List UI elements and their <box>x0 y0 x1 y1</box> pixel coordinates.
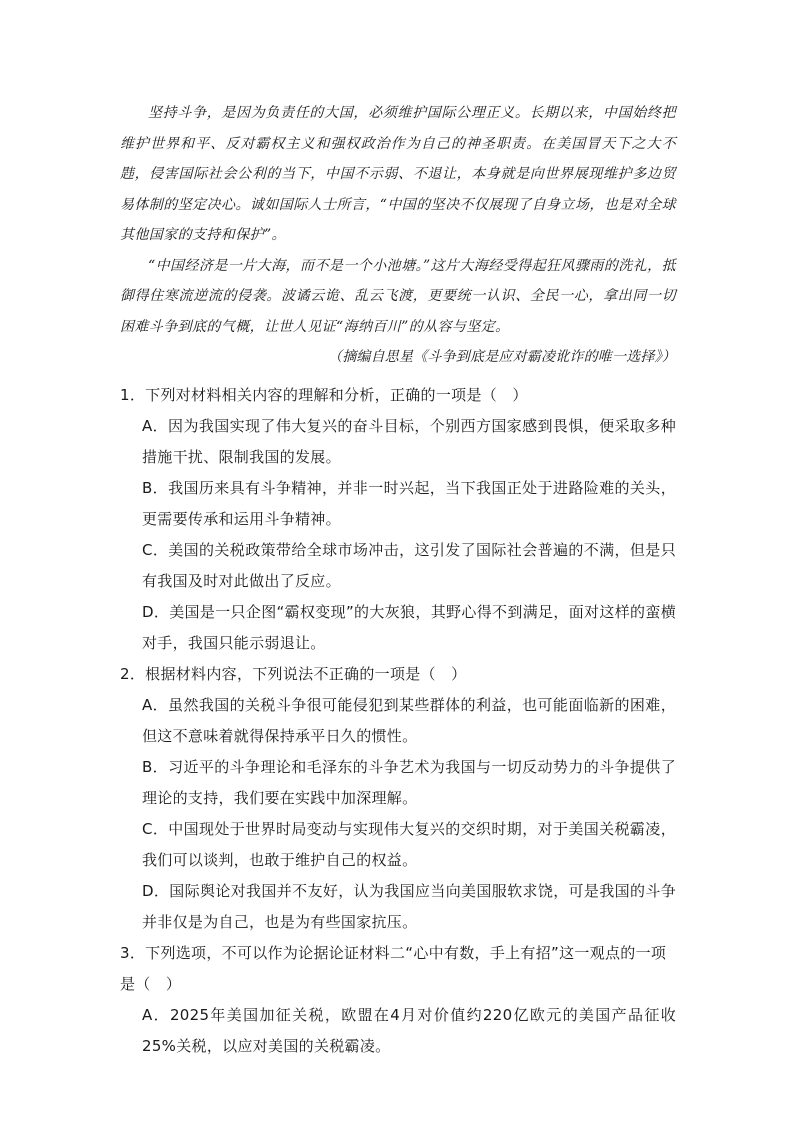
question-stem: 2．根据材料内容，下列说法不正确的一项是（ ） <box>120 665 467 683</box>
option-c: C．美国的关税政策带给全球市场冲击，这引发了国际社会普遍的不满，但是只有我国及时对此做出了反应。 <box>142 541 676 590</box>
question-stem: 3．下列选项，不可以作为论据论证材料二“心中有数，手上有招”这一观点的一项是（ ） <box>120 944 667 993</box>
question-1 <box>120 380 676 659</box>
question-2 <box>120 659 676 938</box>
material-source: （摘编自思星《斗争到底是应对霸凌讹诈的唯一选择》） <box>328 349 676 365</box>
reading-material <box>120 98 676 372</box>
material-paragraph: “中国经济是一片大海，而不是一个小池塘。”这片大海经受得起狂风骤雨的洗礼，抵御得住寒流逆流的侵袭。波谲云诡、乱云飞渡，更要统一认识、全民一心，拿出同一切困难斗争到底的气概，让世人见证“海纳百川”的从容与坚定。 <box>120 257 676 335</box>
option-c: C．中国现处于世界时局变动与实现伟大复兴的交织时期，对于美国关税霸凌，我们可以谈判，也敢于维护自己的权益。 <box>142 820 676 869</box>
option-b: B．我国历来具有斗争精神，并非一时兴起，当下我国正处于进路险难的关头，更需要传承和运用斗争精神。 <box>142 479 676 528</box>
question-3 <box>120 938 676 1062</box>
option-b: B．习近平的斗争理论和毛泽东的斗争艺术为我国与一切反动势力的斗争提供了理论的支持，我们要在实践中加深理解。 <box>142 758 676 807</box>
option-a: A．因为我国实现了伟大复兴的奋斗目标，个别西方国家感到畏惧，便采取多种措施干扰、限制我国的发展。 <box>142 417 676 466</box>
option-d: D．国际舆论对我国并不友好，认为我国应当向美国服软求饶，可是我国的斗争并非仅是为自己，也是为有些国家抗压。 <box>142 882 676 931</box>
question-list <box>120 380 676 1062</box>
option-a: A．虽然我国的关税斗争很可能侵犯到某些群体的利益，也可能面临新的困难，但这不意味着就得保持承平日久的惯性。 <box>142 696 676 745</box>
option-d: D．美国是一只企图“霸权变现”的大灰狼，其野心得不到满足，面对这样的蛮横对手，我国只能示弱退让。 <box>142 603 676 652</box>
option-a: A．2025年美国加征关税，欧盟在4月对价值约220亿欧元的美国产品征收25%关税，以应对美国的关税霸凌。 <box>142 1006 676 1055</box>
question-stem: 1．下列对材料相关内容的理解和分析，正确的一项是（ ） <box>120 386 528 404</box>
material-paragraph: 坚持斗争，是因为负责任的大国，必须维护国际公理正义。长期以来，中国始终把维护世界和平、反对霸权主义和强权政治作为自己的神圣职责。在美国冒天下之大不韪，侵害国际社会公利的当下，中国不示弱、不退让，本身就是向世界展现维护多边贸易体制的坚定决心。诚如国际人士所言，“中国的坚决不仅展现了自身立场，也是对全球其他国家的支持和保护”。 <box>120 105 676 243</box>
